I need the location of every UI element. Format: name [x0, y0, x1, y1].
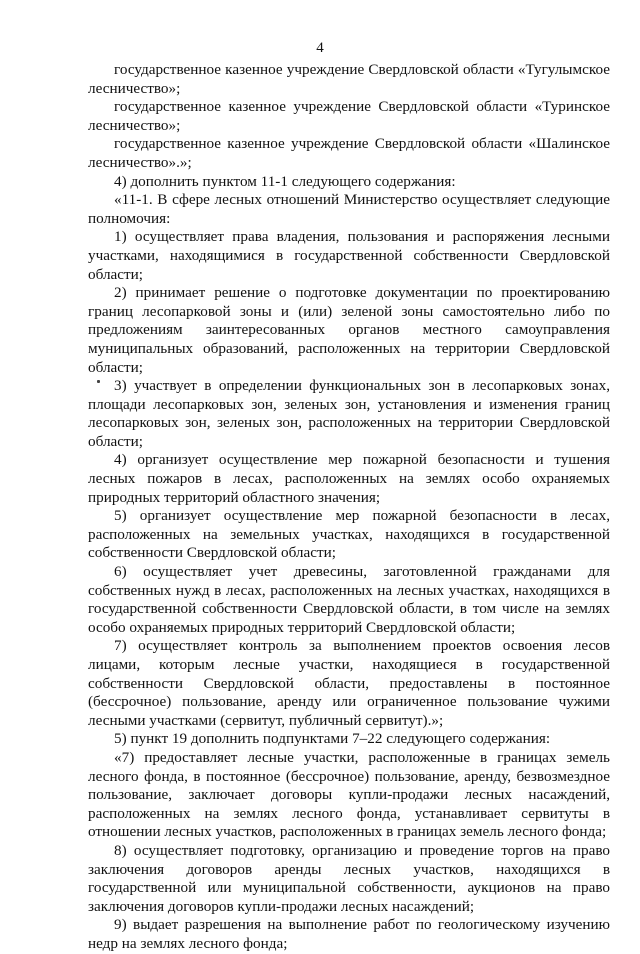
paragraph: государственное казенное учреждение Свердловской области «Шалинское лесничество».»; — [88, 135, 610, 171]
paragraph: «7) предоставляет лесные участки, расположенные в границах земель лесного фонда, в постоянное (бессрочное) пользование, аренду, безвозмездное пользование, заключает договоры купли-продажи лесных насаждений, расположенных на землях лесного фонда, устанавливает сервитуты в отношении лесных участков, расположенных в границах земель лесного фонда; — [88, 748, 610, 841]
paragraph: 6) осуществляет учет древесины, заготовленной гражданами для собственных нужд в лесах, расположенных на лесных участках, находящихся в государственной собственности Свердловской области, в том числе на землях особо охраняемых природных территорий Свердловской области; — [88, 563, 610, 636]
paragraph: 9) выдает разрешения на выполнение работ по геологическому изучению недр на землях лесного фонда; — [88, 916, 610, 952]
document-body — [88, 61, 610, 954]
paragraph: 4) дополнить пунктом 11-1 следующего содержания: — [114, 172, 456, 190]
paragraph: 1) осуществляет права владения, пользования и распоряжения лесными участками, находящимися в государственной собственности Свердловской области; — [88, 228, 610, 283]
paragraph: государственное казенное учреждение Свердловской области «Тугулымское лесничество»; — [88, 61, 610, 97]
page-number: 4 — [316, 40, 324, 56]
paragraph: 3) участвует в определении функциональных зон в лесопарковых зонах, площади лесопарковых зон, зеленых зон, установления и изменения границ лесопарковых зон, зеленых зон, расположенных на территории Свердловской области; — [88, 377, 610, 450]
paragraph: 2) принимает решение о подготовке документации по проектированию границ лесопарковой зоны и (или) зеленой зоны самостоятельно либо по предложениям заинтересованных органов местного самоуправления муниципальных образований, расположенных на территории Свердловской области; — [88, 284, 610, 376]
paragraph: 8) осуществляет подготовку, организацию и проведение торгов на право заключения договоров аренды лесных участков, находящихся в государственной или муниципальной собственности, аукционов на право заключения договоров купли-продажи лесных насаждений; — [88, 841, 610, 915]
paragraph: 5) пункт 19 дополнить подпунктами 7–22 следующего содержания: — [114, 730, 551, 748]
paragraph: «11-1. В сфере лесных отношений Министерство осуществляет следующие полномочия: — [88, 191, 610, 227]
scan-speck — [97, 380, 100, 383]
paragraph: государственное казенное учреждение Свердловской области «Туринское лесничество»; — [88, 98, 610, 134]
paragraph: 4) организует осуществление мер пожарной безопасности и тушения лесных пожаров в лесах, расположенных на землях особо охраняемых природных территорий областного значения; — [88, 451, 610, 506]
paragraph: 5) организует осуществление мер пожарной безопасности в лесах, расположенных на земельных участках, находящихся в государственной собственности Свердловской области; — [88, 507, 610, 562]
paragraph: 7) осуществляет контроль за выполнением проектов освоения лесов лицами, которым лесные участки, находящиеся в государственной собственности Свердловской области, предоставлены в постоянное (бессрочное) пользование, аренду или ограниченное пользование чужими лесными участками (сервитут, публичный сервитут).»; — [88, 637, 610, 729]
